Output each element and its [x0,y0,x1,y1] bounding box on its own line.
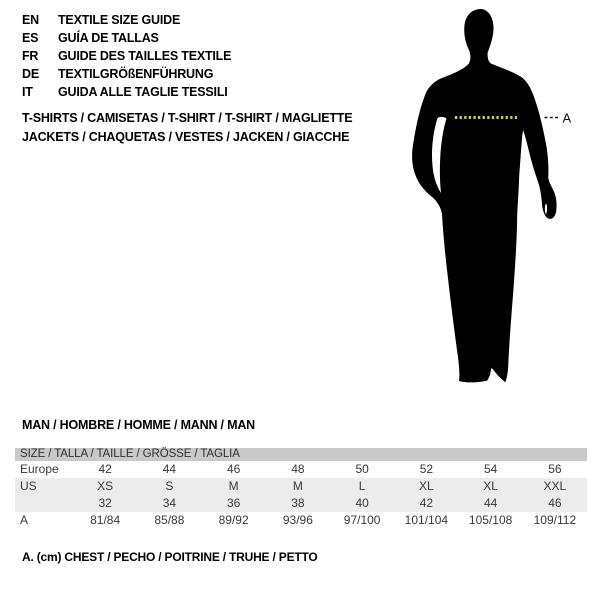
size-cell: 44 [483,496,498,510]
size-cell: 32 [98,496,112,510]
size-cell: 105/108 [468,513,513,527]
size-cell: 36 [226,496,241,510]
size-cell: 54 [483,462,498,476]
language-list [22,11,231,101]
size-cell: 46 [548,496,562,510]
size-cell: XL [483,479,498,493]
size-cell: 42 [98,462,112,476]
language-label: GUIDE DES TAILLES TEXTILE [58,49,232,63]
language-code: IT [22,85,33,99]
row-label: Europe [20,462,59,476]
size-cell: 46 [226,462,241,476]
category-jackets: JACKETS / CHAQUETAS / VESTES / JACKEN / GIACCHE [22,129,350,144]
size-cell: 48 [291,462,305,476]
table-row [15,478,587,495]
language-label: GUIDA ALLE TAGLIE TESSILI [58,85,228,99]
size-cell: 44 [162,462,177,476]
category-list [22,109,352,146]
language-label: GUÍA DE TALLAS [58,31,159,45]
size-cell: 109/112 [533,513,577,527]
size-cell: 89/92 [218,513,249,527]
size-cell: M [292,479,303,493]
measurement-footnote: A. (cm) CHEST / PECHO / POITRINE / TRUHE / PETTO [22,550,318,564]
size-cell: L [358,479,366,493]
language-label: TEXTILE SIZE GUIDE [58,13,181,27]
size-cell: 40 [355,496,369,510]
size-cell: 52 [419,462,434,476]
size-table-header: SIZE / TALLA / TAILLE / GRÖSSE / TAGLIA [15,448,587,461]
row-label: A [20,513,29,527]
size-cell: 81/84 [90,513,121,527]
size-cell: 93/96 [282,513,313,527]
size-cell: 50 [355,462,369,476]
table-row [15,461,587,478]
man-silhouette [395,0,600,400]
language-row [22,47,231,65]
size-cell: 101/104 [404,513,449,527]
size-cell: M [228,479,239,493]
size-cell: 85/88 [154,513,185,527]
section-title-man: MAN / HOMBRE / HOMME / MANN / MAN [22,418,255,432]
size-cell: 34 [162,496,177,510]
size-cell: 38 [291,496,305,510]
size-cell: XL [419,479,434,493]
size-cell: XS [97,479,114,493]
language-code: DE [22,67,39,81]
size-cell: 97/100 [343,513,381,527]
category-tshirts: T-SHIRTS / CAMISETAS / T-SHIRT / T-SHIRT / MAGLIETTE [22,111,353,125]
language-row [22,83,231,101]
size-table-rows [15,461,587,529]
language-code: FR [22,49,39,63]
size-cell: 42 [419,496,434,510]
measure-label-a: A [562,110,572,126]
table-row [15,512,587,529]
language-row [22,65,231,83]
row-label: US [20,479,37,493]
language-label: TEXTILGRÖßENFÜHRUNG [58,67,214,81]
table-row [15,495,587,512]
size-cell: 56 [548,462,562,476]
language-code: EN [22,13,39,27]
language-row [22,29,231,47]
language-row [22,11,231,29]
size-cell: XXL [543,479,567,493]
silhouette-path [412,9,556,382]
language-code: ES [22,31,39,45]
size-table [15,448,587,529]
size-cell: S [165,479,174,493]
row-label [15,495,73,512]
